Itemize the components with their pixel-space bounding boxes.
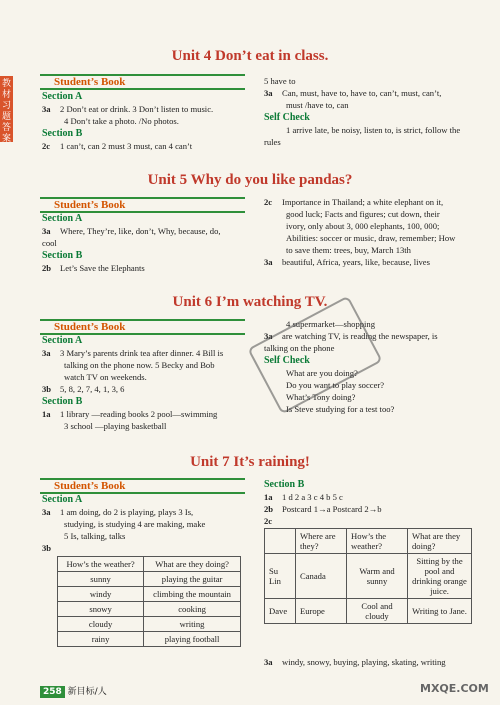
unit6-section-b: Section B bbox=[42, 396, 83, 407]
table-header-cell: How’s the weather? bbox=[347, 529, 408, 554]
postcard-table bbox=[264, 528, 472, 624]
unit4-self-check: Self Check bbox=[264, 112, 310, 123]
answer-line: 1a 1 d 2 a 3 c 4 b 5 c bbox=[264, 492, 343, 502]
table-cell: Dave bbox=[265, 599, 296, 624]
unit4-section-b: Section B bbox=[42, 128, 83, 139]
answer-line: Do you want to play soccer? bbox=[286, 380, 385, 390]
table-row bbox=[58, 602, 241, 617]
answer-line: must /have to, can bbox=[286, 100, 349, 110]
table-cell: playing football bbox=[144, 632, 241, 647]
table-cell: Writing to Jane. bbox=[408, 599, 472, 624]
table-cell: Su Lin bbox=[265, 554, 296, 599]
answer-line: 3b bbox=[42, 543, 52, 553]
answer-line: 1 arrive late, be noisy, listen to, is strict, follow the bbox=[286, 125, 461, 135]
watermark-logo: MXQE.COM bbox=[420, 682, 489, 695]
table-header-cell: Where are they? bbox=[296, 529, 347, 554]
table-cell: windy bbox=[58, 587, 144, 602]
answer-line: 2c Importance in Thailand; a white elephant on it, bbox=[264, 197, 444, 207]
unit5-right-column bbox=[264, 196, 479, 268]
table-cell: climbing the mountain bbox=[144, 587, 241, 602]
unit7-right-column bbox=[264, 478, 479, 527]
table-cell: snowy bbox=[58, 602, 144, 617]
table-cell: Cool and cloudy bbox=[347, 599, 408, 624]
table-row bbox=[58, 632, 241, 647]
unit5-left-column bbox=[42, 212, 257, 274]
answer-line: 3 school —playing basketball bbox=[64, 421, 167, 431]
unit5-title: Unit 5 Why do you like pandas? bbox=[147, 172, 353, 188]
answer-line: 3a 3 Mary’s parents drink tea after dinner. 4 Bill is bbox=[42, 348, 224, 358]
unit7-title: Unit 7 It’s raining! bbox=[190, 454, 310, 470]
answer-line: 2c bbox=[264, 516, 273, 526]
table-cell: playing the guitar bbox=[144, 572, 241, 587]
table-cell: Sitting by the pool and drinking orange juice. bbox=[408, 554, 472, 599]
answer-line: studying, is studying 4 are making, make bbox=[64, 519, 206, 529]
table-header-row bbox=[58, 557, 241, 572]
unit7-left-column bbox=[42, 493, 257, 554]
table-cell: sunny bbox=[58, 572, 144, 587]
answer-line: ivory, only about 3, 000 elephants, 100, 000; bbox=[286, 221, 440, 231]
answer-line: Abilities: soccer or music, draw, remember; How bbox=[286, 233, 456, 243]
table-header-row bbox=[265, 529, 472, 554]
unit5-students-book-header: Student’s Book bbox=[40, 197, 245, 213]
answer-line: 5 have to bbox=[264, 76, 296, 86]
unit6-students-book-header: Student’s Book bbox=[40, 319, 245, 335]
table-cell: Warm and sunny bbox=[347, 554, 408, 599]
table-row bbox=[58, 587, 241, 602]
unit4-title: Unit 4 Don’t eat in class. bbox=[171, 48, 329, 64]
unit6-left-column bbox=[42, 334, 257, 432]
unit6-title: Unit 6 I’m watching TV. bbox=[172, 294, 328, 310]
answer-line: What’s Tony doing? bbox=[286, 392, 356, 402]
side-tab: 教材习题答案 bbox=[0, 76, 13, 142]
unit6-self-check: Self Check bbox=[264, 355, 310, 366]
table-header-cell: How’s the weather? bbox=[58, 557, 144, 572]
answer-line: good luck; Facts and figures; cut down, their bbox=[286, 209, 440, 219]
table-row bbox=[58, 617, 241, 632]
answer-line: 3a 1 am doing, do 2 is playing, plays 3 Is, bbox=[42, 507, 194, 517]
answer-line: 3a windy, snowy, buying, playing, skating, writing bbox=[264, 657, 446, 667]
answer-line: 3a beautiful, Africa, years, like, because, lives bbox=[264, 257, 430, 267]
answer-line: talking on the phone bbox=[264, 343, 335, 353]
unit7-section-a: Section A bbox=[42, 494, 83, 505]
unit4-students-book-header: Student’s Book bbox=[40, 74, 245, 90]
unit4-left-column bbox=[42, 90, 257, 152]
table-header-cell bbox=[265, 529, 296, 554]
table-header-cell: What are they doing? bbox=[144, 557, 241, 572]
answer-line: 1a 1 library —reading books 2 pool—swimming bbox=[42, 409, 218, 419]
unit7-section-b: Section B bbox=[264, 479, 305, 490]
answer-line: Is Steve studying for a test too? bbox=[286, 404, 395, 414]
table-row bbox=[265, 554, 472, 599]
answer-line: rules bbox=[264, 137, 281, 147]
page-number: 258 bbox=[40, 686, 65, 698]
table-cell: cloudy bbox=[58, 617, 144, 632]
unit4-right-column bbox=[264, 75, 479, 148]
unit7-3a-line bbox=[264, 656, 479, 668]
answer-line: 4 supermarket—shopping bbox=[286, 319, 376, 329]
table-cell: Canada bbox=[296, 554, 347, 599]
unit7-students-book-header: Student’s Book bbox=[40, 478, 245, 494]
page-footer bbox=[40, 684, 107, 697]
answer-line: 3a 2 Don’t eat or drink. 3 Don’t listen to music. bbox=[42, 104, 214, 114]
unit5-section-a: Section A bbox=[42, 213, 83, 224]
answer-line: 2b Postcard 1→a Postcard 2→b bbox=[264, 504, 382, 514]
unit5-section-b: Section B bbox=[42, 250, 83, 261]
weather-table bbox=[57, 556, 241, 647]
table-cell: rainy bbox=[58, 632, 144, 647]
series-label: 新目标/人 bbox=[67, 687, 107, 697]
answer-line: What are you doing? bbox=[286, 368, 358, 378]
table-cell: Europe bbox=[296, 599, 347, 624]
answer-line: 3b 5, 8, 2, 7, 4, 1, 3, 6 bbox=[42, 384, 125, 394]
answer-line: 3a Where, They’re, like, don’t, Why, because, do, bbox=[42, 226, 221, 236]
unit6-section-a: Section A bbox=[42, 335, 83, 346]
table-cell: writing bbox=[144, 617, 241, 632]
table-row bbox=[58, 572, 241, 587]
answer-line: cool bbox=[42, 238, 57, 248]
unit4-section-a: Section A bbox=[42, 91, 83, 102]
answer-line: 3a are watching TV, is reading the newspaper, is bbox=[264, 331, 438, 341]
table-cell: cooking bbox=[144, 602, 241, 617]
answer-line: to save them: trees, buy, March 13th bbox=[286, 245, 411, 255]
answer-line: watch TV on weekends. bbox=[64, 372, 147, 382]
answer-line: 4 Don’t take a photo. /No photos. bbox=[64, 116, 179, 126]
table-header-cell: What are they doing? bbox=[408, 529, 472, 554]
answer-line: 5 Is, talking, talks bbox=[64, 531, 126, 541]
answer-line: 2b Let’s Save the Elephants bbox=[42, 263, 145, 273]
answer-line: talking on the phone now. 5 Becky and Bob bbox=[64, 360, 215, 370]
answer-line: 2c 1 can’t, can 2 must 3 must, can 4 can’t bbox=[42, 141, 193, 151]
table-row bbox=[265, 599, 472, 624]
answer-line: 3a Can, must, have to, have to, can’t, must, can’t, bbox=[264, 88, 442, 98]
